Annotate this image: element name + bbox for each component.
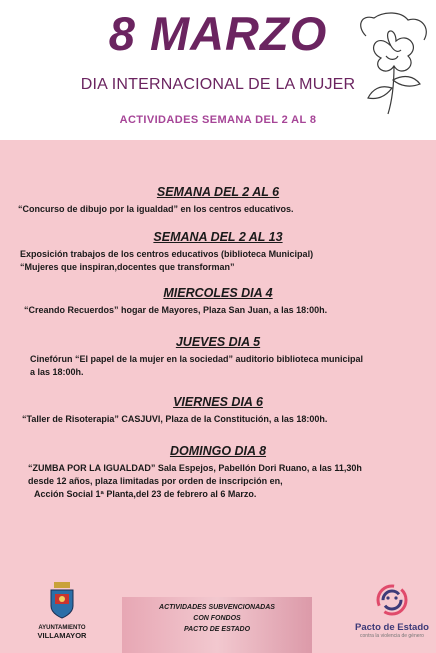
funding-banner (122, 597, 312, 653)
schedule-block (0, 395, 436, 426)
pacto-logo (352, 583, 432, 639)
banner-line: ACTIVIDADES SUBVENCIONADAS (159, 604, 275, 611)
activity-line: Exposición trabajos de los centros educativos (biblioteca Municipal) (20, 249, 314, 259)
pacto-title: Pacto de Estado (355, 622, 429, 633)
page-title: 8 MARZO (108, 7, 328, 60)
activity-line: desde 12 años, plaza limitadas por orden de inscripción en, (28, 476, 283, 486)
town-line-1: AYUNTAMIENTO (38, 625, 86, 631)
banner-line: CON FONDOS (193, 615, 241, 622)
schedule-block (0, 335, 436, 379)
coat-of-arms-icon (48, 580, 76, 620)
activity-line: “Taller de Risoterapia” CASJUVI, Plaza de la Constitución, a las 18:00h. (22, 414, 328, 424)
day-heading: MIERCOLES DIA 4 (163, 286, 273, 300)
pacto-subtitle: contra la violencia de género (360, 633, 424, 639)
activity-line: “Creando Recuerdos” hogar de Mayores, Plaza San Juan, a las 18:00h. (24, 305, 328, 315)
page-subtitle: DIA INTERNACIONAL DE LA MUJER (80, 76, 356, 93)
town-line-2: VILLAMAYOR (37, 631, 87, 640)
schedule-block (0, 444, 436, 501)
activity-line: “ZUMBA POR LA IGUALDAD” Sala Espejos, Pabellón Dori Ruano, a las 11,30h (28, 463, 362, 473)
header (0, 0, 436, 140)
day-heading: SEMANA DEL 2 AL 6 (156, 185, 280, 199)
activity-line: Cinefórun “El papel de la mujer en la sociedad” auditorio biblioteca municipal (30, 354, 364, 364)
schedule-block (0, 286, 436, 317)
schedule (0, 185, 436, 501)
banner-line: PACTO DE ESTADO (183, 626, 251, 633)
schedule-block (0, 230, 436, 274)
activity-line: a las 18:00h. (30, 367, 84, 377)
day-heading: SEMANA DEL 2 AL 13 (153, 230, 283, 244)
activity-line: Acción Social 1ª Planta,del 23 de febrero al 6 Marzo. (34, 489, 257, 499)
schedule-block (0, 185, 436, 216)
activity-line: “Concurso de dibujo por la igualdad” en los centros educativos. (18, 204, 294, 214)
activities-tagline: ACTIVIDADES SEMANA DEL 2 AL 8 (119, 114, 317, 126)
flower-icon (346, 6, 436, 116)
pacto-circle-icon (375, 583, 409, 617)
day-heading: VIERNES DIA 6 (173, 395, 263, 409)
town-logo (32, 580, 92, 640)
day-heading: DOMINGO DIA 8 (169, 444, 267, 458)
day-heading: JUEVES DIA 5 (175, 335, 261, 349)
activity-line: “Mujeres que inspiran,docentes que transforman” (20, 262, 235, 272)
